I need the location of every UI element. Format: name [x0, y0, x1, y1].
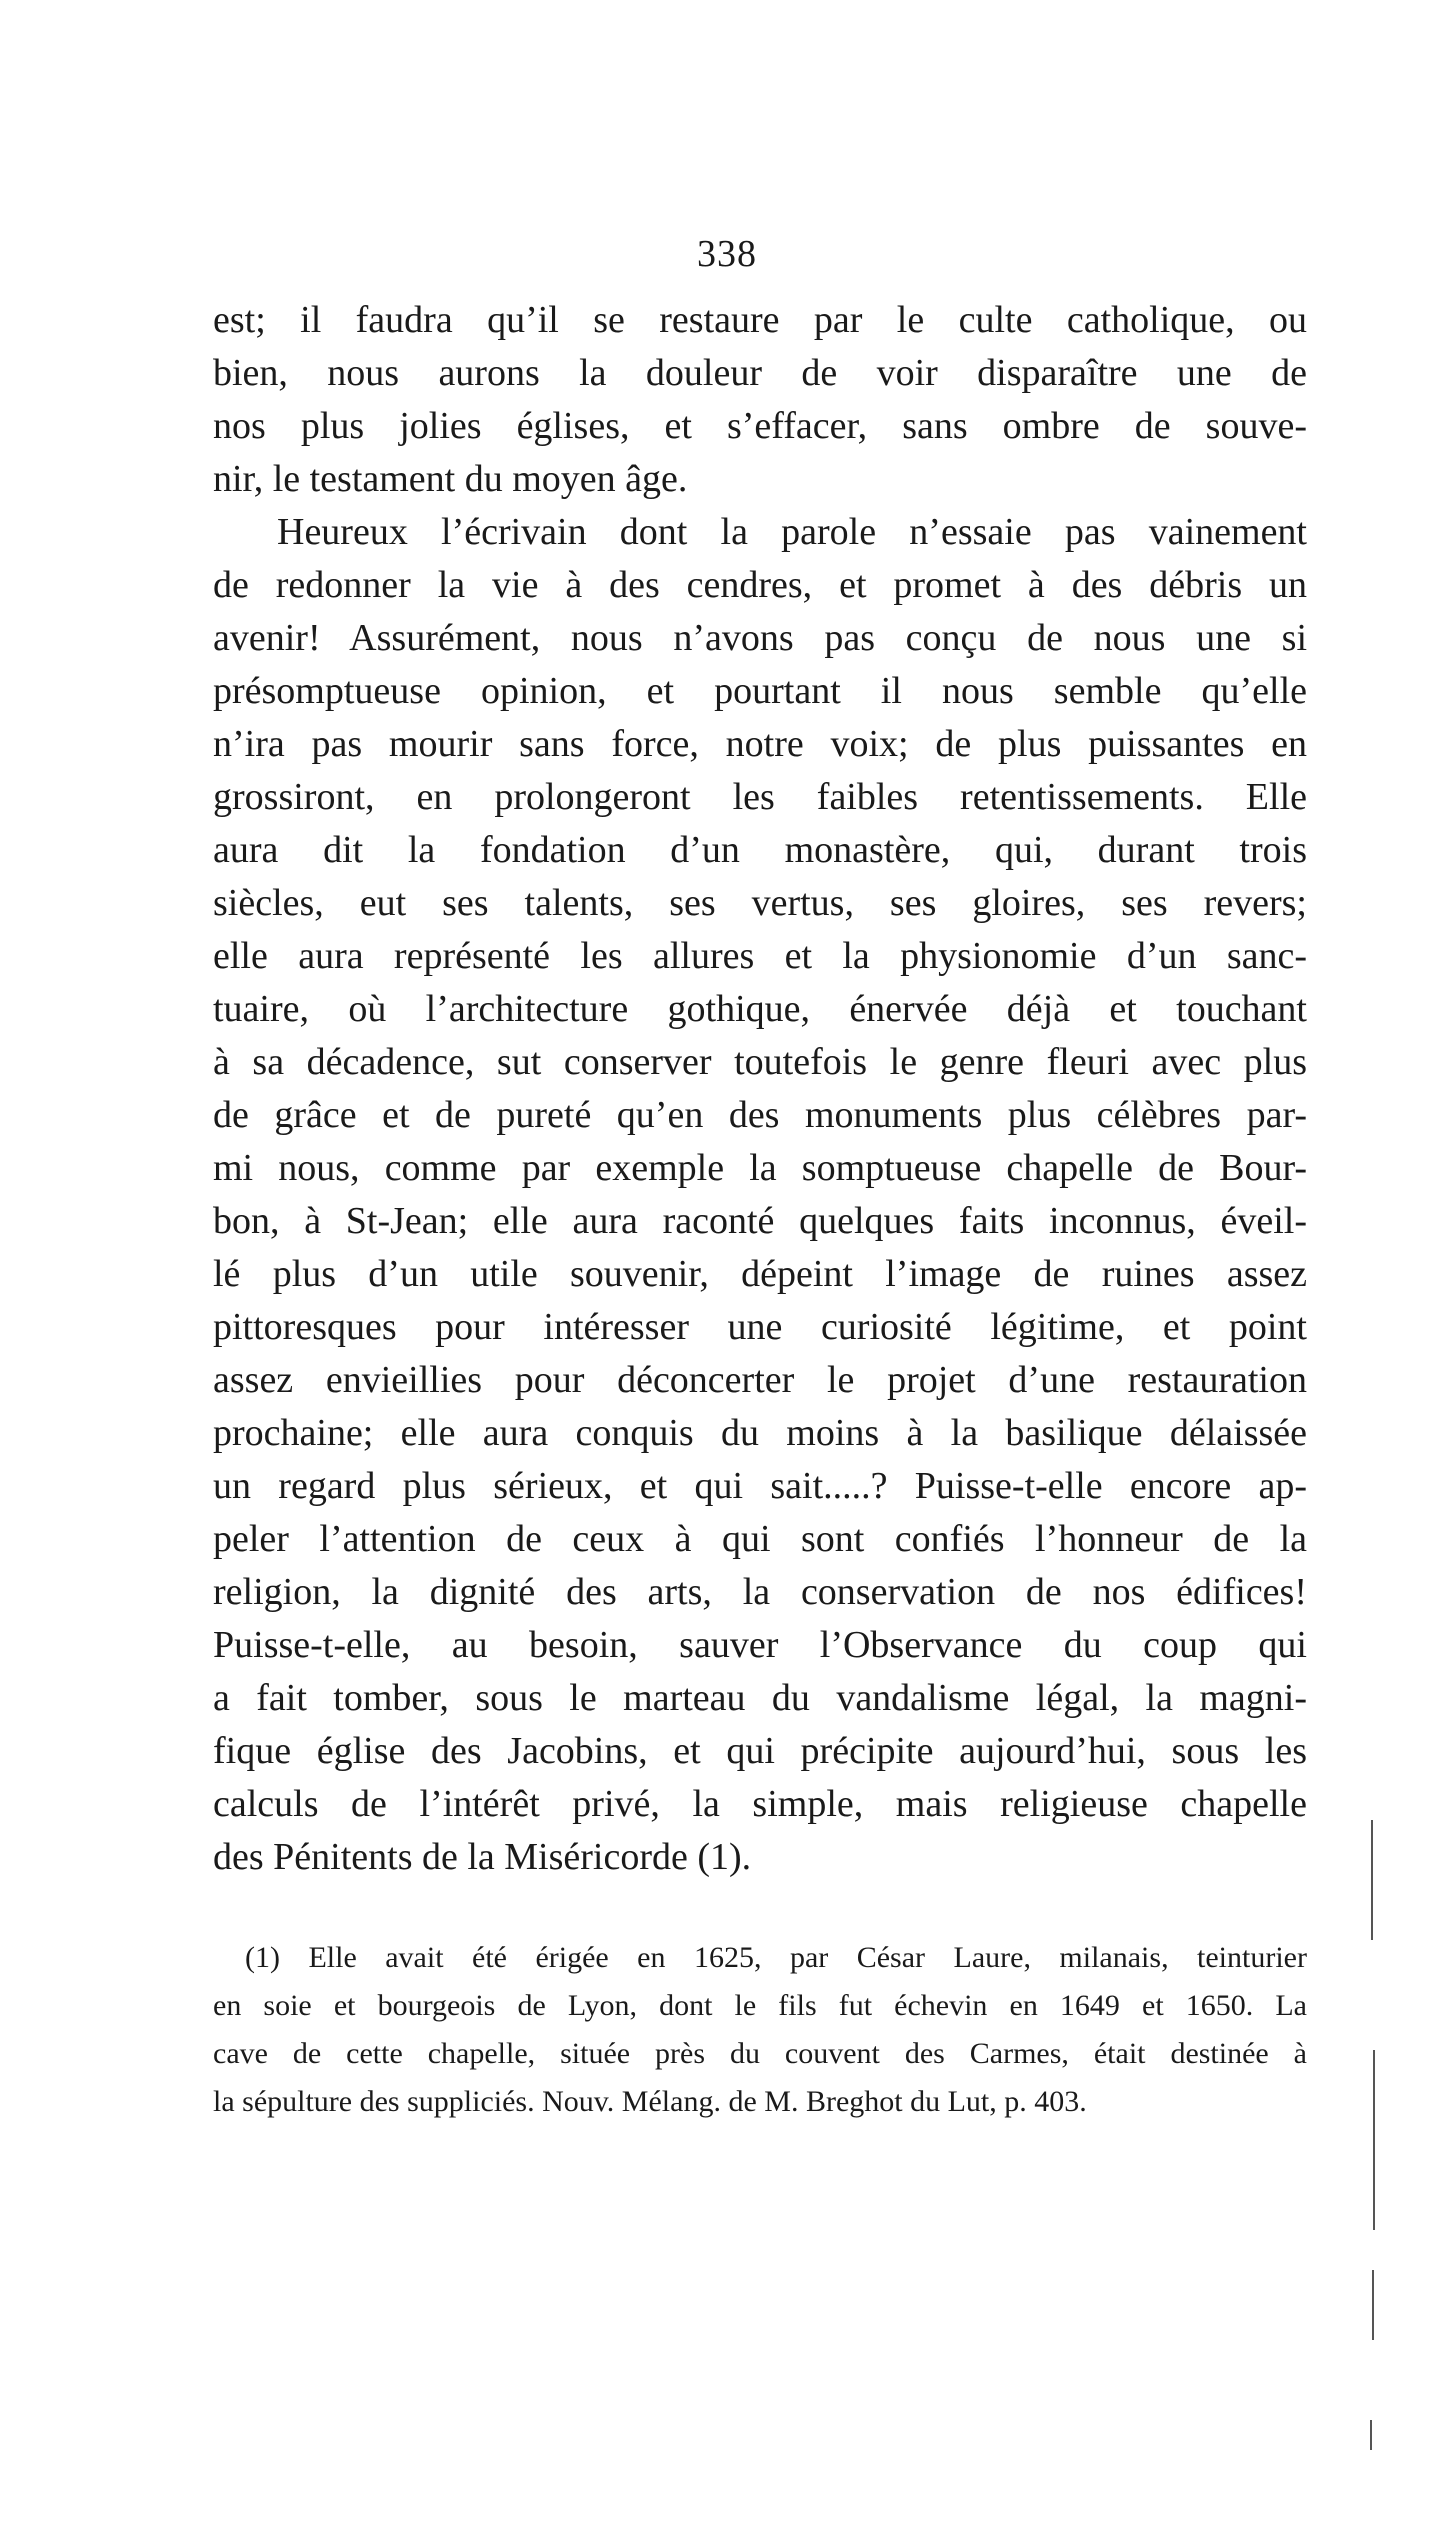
main-text [213, 294, 1307, 1884]
text-line: est; il faudra qu’il se restaure par le culte catholique, ou [213, 299, 1307, 341]
footnote-line: cave de cette chapelle, située près du couvent des Carmes, était destinée à [213, 2037, 1307, 2070]
text-line: elle aura représenté les allures et la physionomie d’un sanc- [213, 935, 1307, 977]
page-number: 338 [697, 233, 757, 275]
scan-edge-mark [1371, 1820, 1373, 1940]
footnote-line: la sépulture des suppliciés. Nouv. Mélang. de M. Breghot du Lut, p. 403. [213, 2085, 1087, 2118]
scan-edge-mark [1370, 2420, 1372, 2450]
text-line: Puisse-t-elle, au besoin, sauver l’Observance du coup qui [213, 1624, 1307, 1666]
text-line: des Pénitents de la Miséricorde (1). [213, 1836, 752, 1878]
text-line: nir, le testament du moyen âge. [213, 458, 688, 500]
text-line: nos plus jolies églises, et s’effacer, sans ombre de souve- [213, 405, 1307, 447]
text-line: a fait tomber, sous le marteau du vandalisme légal, la magni- [213, 1677, 1307, 1719]
text-line: siècles, eut ses talents, ses vertus, ses gloires, ses revers; [213, 882, 1307, 924]
text-line: avenir! Assurément, nous n’avons pas conçu de nous une si [213, 617, 1307, 659]
text-line: de grâce et de pureté qu’en des monuments plus célèbres par- [213, 1094, 1307, 1136]
text-line: religion, la dignité des arts, la conservation de nos édifices! [213, 1571, 1307, 1613]
text-line: aura dit la fondation d’un monastère, qui, durant trois [213, 829, 1307, 871]
text-line: mi nous, comme par exemple la somptueuse chapelle de Bour- [213, 1147, 1307, 1189]
footnote [213, 1934, 1307, 2126]
scan-edge-mark [1373, 2050, 1375, 2230]
text-line: Heureux l’écrivain dont la parole n’essaie pas vainement [277, 511, 1307, 553]
text-line: de redonner la vie à des cendres, et promet à des débris un [213, 564, 1307, 606]
scan-edge-mark [1372, 2270, 1374, 2340]
footnote-line: (1) Elle avait été érigée en 1625, par César Laure, milanais, teinturier [245, 1941, 1307, 1974]
text-line: bon, à St-Jean; elle aura raconté quelques faits inconnus, éveil- [213, 1200, 1307, 1242]
text-line: fique église des Jacobins, et qui précipite aujourd’hui, sous les [213, 1730, 1307, 1772]
text-line: pittoresques pour intéresser une curiosité légitime, et point [213, 1306, 1307, 1348]
text-line: assez envieillies pour déconcerter le projet d’une restauration [213, 1359, 1307, 1401]
text-line: à sa décadence, sut conserver toutefois le genre fleuri avec plus [213, 1041, 1307, 1083]
text-line: bien, nous aurons la douleur de voir disparaître une de [213, 352, 1307, 394]
text-line: grossiront, en prolongeront les faibles retentissements. Elle [213, 776, 1307, 818]
text-line: n’ira pas mourir sans force, notre voix; de plus puissantes en [213, 723, 1307, 765]
footnote-line: en soie et bourgeois de Lyon, dont le fils fut échevin en 1649 et 1650. La [213, 1989, 1307, 2022]
text-line: peler l’attention de ceux à qui sont confiés l’honneur de la [213, 1518, 1307, 1560]
text-line: prochaine; elle aura conquis du moins à la basilique délaissée [213, 1412, 1307, 1454]
text-line: un regard plus sérieux, et qui sait.....? Puisse-t-elle encore ap- [213, 1465, 1307, 1507]
text-line: présomptueuse opinion, et pourtant il nous semble qu’elle [213, 670, 1307, 712]
text-line: tuaire, où l’architecture gothique, énervée déjà et touchant [213, 988, 1307, 1030]
text-line: calculs de l’intérêt privé, la simple, mais religieuse chapelle [213, 1783, 1307, 1825]
text-line: lé plus d’un utile souvenir, dépeint l’image de ruines assez [213, 1253, 1307, 1295]
